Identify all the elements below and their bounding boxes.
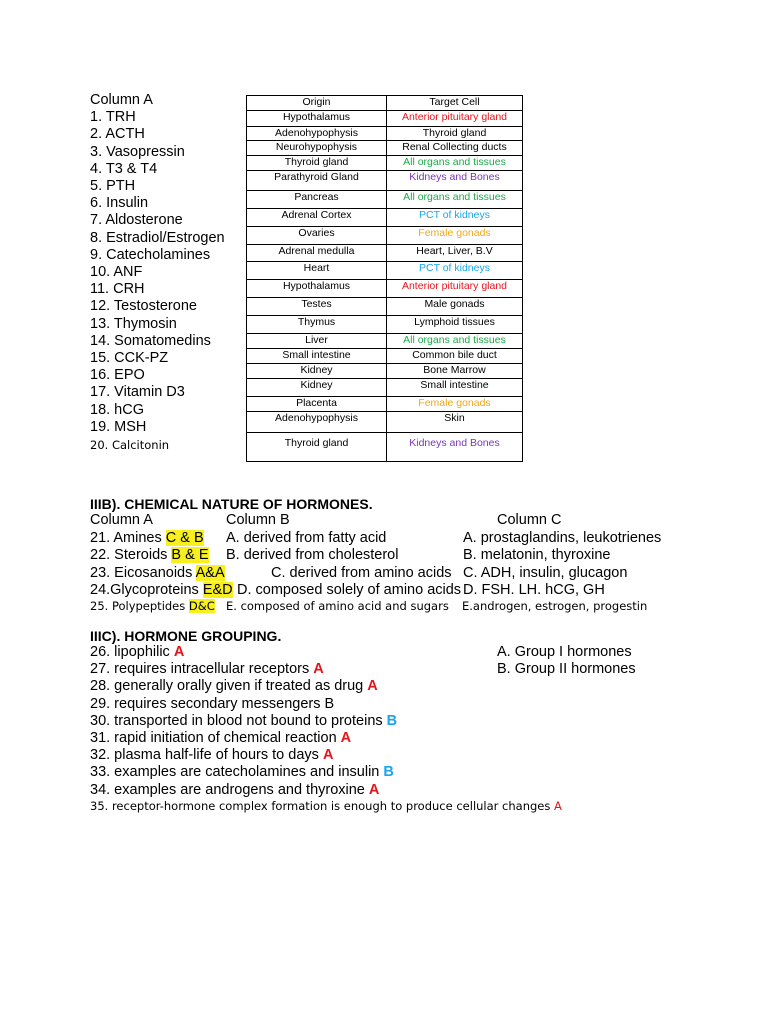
column-a-item: 13. Thymosin — [90, 315, 177, 332]
chemical-row-a — [90, 530, 204, 546]
origin-cell: Heart — [247, 262, 387, 280]
grouping-items — [90, 644, 397, 799]
origin-cell: Kidney — [247, 379, 387, 397]
grouping-item — [90, 678, 397, 695]
origin-cell: Small intestine — [247, 349, 387, 364]
column-a-item: 19. MSH — [90, 418, 147, 435]
table-row — [247, 245, 523, 262]
origin-cell: Adenohypophysis — [247, 127, 387, 141]
row-25-a: 25. Polypeptides — [90, 599, 189, 613]
grouping-item-35 — [90, 799, 562, 813]
grouping-item — [90, 764, 397, 781]
chemical-row-c: A. prostaglandins, leukotrienes — [463, 530, 662, 546]
table-row — [247, 379, 523, 397]
grouping-item-answer: A — [367, 678, 378, 695]
target-cell: Female gonads — [387, 397, 523, 412]
column-a-item: 14. Somatomedins — [90, 332, 211, 349]
column-c-header: Column C — [497, 512, 562, 528]
grouping-item — [90, 782, 397, 799]
column-a-item: 15. CCK-PZ — [90, 350, 169, 367]
table-row — [247, 397, 523, 412]
chemical-row-b: A. derived from fatty acid — [226, 530, 387, 546]
column-a-item: 3. Vasopressin — [90, 143, 185, 160]
answer-highlight: E&D — [202, 581, 233, 598]
answer-highlight: B & E — [171, 547, 209, 564]
table-header-row — [247, 96, 523, 111]
table-row — [247, 171, 523, 191]
target-cell: All organs and tissues — [387, 191, 523, 209]
table-row — [247, 412, 523, 433]
grouping-item-answer: A — [322, 747, 334, 764]
chemical-row-b: C. derived from amino acids — [271, 564, 452, 581]
origin-cell: Ovaries — [247, 227, 387, 245]
origin-cell: Adenohypophysis — [247, 412, 387, 433]
grouping-item-text: 26. lipophilic — [90, 644, 174, 660]
table-row — [247, 364, 523, 379]
header-origin: Origin — [247, 96, 387, 111]
column-a-item: 16. EPO — [90, 367, 145, 384]
table-row — [247, 334, 523, 349]
grouping-item — [90, 696, 397, 713]
origin-cell: Liver — [247, 334, 387, 349]
origin-cell: Testes — [247, 298, 387, 316]
row-25-b: E. composed of amino acid and sugars — [226, 599, 449, 613]
column-a-item: 18. hCG — [90, 401, 144, 418]
column-a-item: 20. Calcitonin — [90, 438, 170, 453]
hormone-class: 23. Eicosanoids — [90, 564, 196, 581]
target-cell: Kidneys and Bones — [387, 433, 523, 462]
group-b-label: B. Group II hormones — [497, 661, 636, 677]
table-row — [247, 433, 523, 462]
column-a-item: 8. Estradiol/Estrogen — [90, 229, 225, 246]
origin-cell: Placenta — [247, 397, 387, 412]
grouping-item — [90, 730, 397, 747]
target-cell: Anterior pituitary gland — [387, 111, 523, 127]
column-a-title: Column A — [90, 92, 153, 108]
grouping-item — [90, 661, 397, 678]
table-row — [247, 316, 523, 334]
origin-cell: Adrenal medulla — [247, 245, 387, 262]
column-a-item: 1. TRH — [90, 109, 136, 126]
column-a-item: 7. Aldosterone — [90, 212, 183, 229]
table-row — [247, 156, 523, 171]
origin-target-table — [246, 95, 523, 462]
origin-cell: Pancreas — [247, 191, 387, 209]
target-cell: All organs and tissues — [387, 334, 523, 349]
target-cell: Skin — [387, 412, 523, 433]
answer-highlight: A&A — [195, 564, 225, 581]
hormone-class: 21. Amines — [90, 530, 166, 546]
hormone-class: 24.Glycoproteins — [90, 581, 203, 598]
grouping-item-answer: A — [340, 730, 352, 747]
target-cell: Male gonads — [387, 298, 523, 316]
target-cell: Thyroid gland — [387, 127, 523, 141]
grouping-item-text: 28. generally orally given if treated as drug — [90, 678, 368, 695]
chemical-row-a — [90, 565, 225, 581]
grouping-item-text: 34. examples are androgens and thyroxine — [90, 781, 369, 798]
row-25-answer: D&C — [188, 599, 215, 613]
origin-cell: Thymus — [247, 316, 387, 334]
column-a-item: 10. ANF — [90, 264, 143, 281]
grouping-item-text: 33. examples are catecholamines and insulin — [90, 764, 384, 781]
chemical-row-c: D. FSH. LH. hCG, GH — [463, 581, 605, 598]
column-a-items — [90, 109, 225, 436]
origin-cell: Parathyroid Gland — [247, 171, 387, 191]
chemical-row-a — [90, 547, 209, 563]
origin-cell: Neurohypophysis — [247, 141, 387, 156]
chemical-row-b: B. derived from cholesterol — [226, 547, 399, 564]
section-heading-chemical-nature: IIIB). CHEMICAL NATURE OF HORMONES. — [90, 496, 373, 512]
column-a-item: 2. ACTH — [90, 126, 145, 143]
origin-cell: Hypothalamus — [247, 111, 387, 127]
header-target-cell: Target Cell — [387, 96, 523, 111]
grouping-item-answer: A — [173, 644, 185, 660]
grouping-item-answer: B — [324, 695, 335, 712]
table-row — [247, 349, 523, 364]
grouping-item-text: 27. requires intracellular receptors — [90, 661, 314, 678]
hormone-class: 22. Steroids — [90, 547, 172, 564]
target-cell: Female gonads — [387, 227, 523, 245]
table-row — [247, 127, 523, 141]
target-cell: Heart, Liver, B.V — [387, 245, 523, 262]
origin-cell: Adrenal Cortex — [247, 209, 387, 227]
section-heading-hormone-grouping: IIIC). HORMONE GROUPING. — [90, 628, 282, 644]
chemical-row-25 — [90, 599, 215, 613]
target-cell: Bone Marrow — [387, 364, 523, 379]
grouping-item-answer: B — [386, 712, 398, 729]
table-row — [247, 111, 523, 127]
target-cell: PCT of kidneys — [387, 262, 523, 280]
target-cell: All organs and tissues — [387, 156, 523, 171]
table-row — [247, 280, 523, 298]
row-25-c: E.androgen, estrogen, progestin — [462, 599, 648, 613]
column-a-item: 4. T3 & T4 — [90, 160, 158, 177]
table-row — [247, 191, 523, 209]
table-row — [247, 141, 523, 156]
column-a-item: 12. Testosterone — [90, 298, 197, 315]
table-row — [247, 209, 523, 227]
origin-cell: Kidney — [247, 364, 387, 379]
chemical-row-c: B. melatonin, thyroxine — [463, 547, 611, 564]
column-a-item: 6. Insulin — [90, 195, 149, 212]
target-cell: Small intestine — [387, 379, 523, 397]
column-a-item: 5. PTH — [90, 178, 136, 195]
target-cell: Anterior pituitary gland — [387, 280, 523, 298]
target-cell: Lymphoid tissues — [387, 316, 523, 334]
grouping-item-answer: B — [383, 764, 394, 781]
chemical-row-b: D. composed solely of amino acids — [237, 581, 462, 598]
grouping-item-text: 31. rapid initiation of chemical reaction — [90, 730, 341, 747]
grouping-item-text: 30. transported in blood not bound to proteins — [90, 712, 387, 729]
target-cell: PCT of kidneys — [387, 209, 523, 227]
grouping-item — [90, 747, 397, 764]
origin-cell: Thyroid gland — [247, 156, 387, 171]
column-a-item: 17. Vitamin D3 — [90, 384, 185, 401]
column-a-item: 9. Catecholamines — [90, 246, 211, 263]
grouping-item-answer: A — [313, 661, 324, 678]
column-b-header: Column B — [226, 512, 290, 528]
target-cell: Renal Collecting ducts — [387, 141, 523, 156]
column-a-list — [90, 92, 225, 455]
column-a-header: Column A — [90, 512, 153, 528]
grouping-item-text: 32. plasma half-life of hours to days — [90, 747, 323, 764]
table-row — [247, 227, 523, 245]
grouping-item — [90, 644, 397, 661]
answer-highlight: C & B — [165, 530, 204, 546]
grouping-item-text: 29. requires secondary messengers — [90, 695, 325, 712]
grouping-item — [90, 713, 397, 730]
origin-cell: Thyroid gland — [247, 433, 387, 462]
origin-cell: Hypothalamus — [247, 280, 387, 298]
grouping-item-answer: A — [368, 781, 380, 798]
table-row — [247, 298, 523, 316]
target-cell: Kidneys and Bones — [387, 171, 523, 191]
item-35-text: 35. receptor-hormone complex formation is enough to produce cellular changes — [90, 799, 555, 813]
table-row — [247, 262, 523, 280]
chemical-row-a — [90, 582, 233, 598]
column-a-item: 11. CRH — [90, 281, 145, 298]
chemical-row-c: C. ADH, insulin, glucagon — [463, 564, 628, 581]
target-cell: Common bile duct — [387, 349, 523, 364]
group-a-label: A. Group I hormones — [497, 644, 632, 660]
item-35-answer: A — [554, 799, 562, 813]
